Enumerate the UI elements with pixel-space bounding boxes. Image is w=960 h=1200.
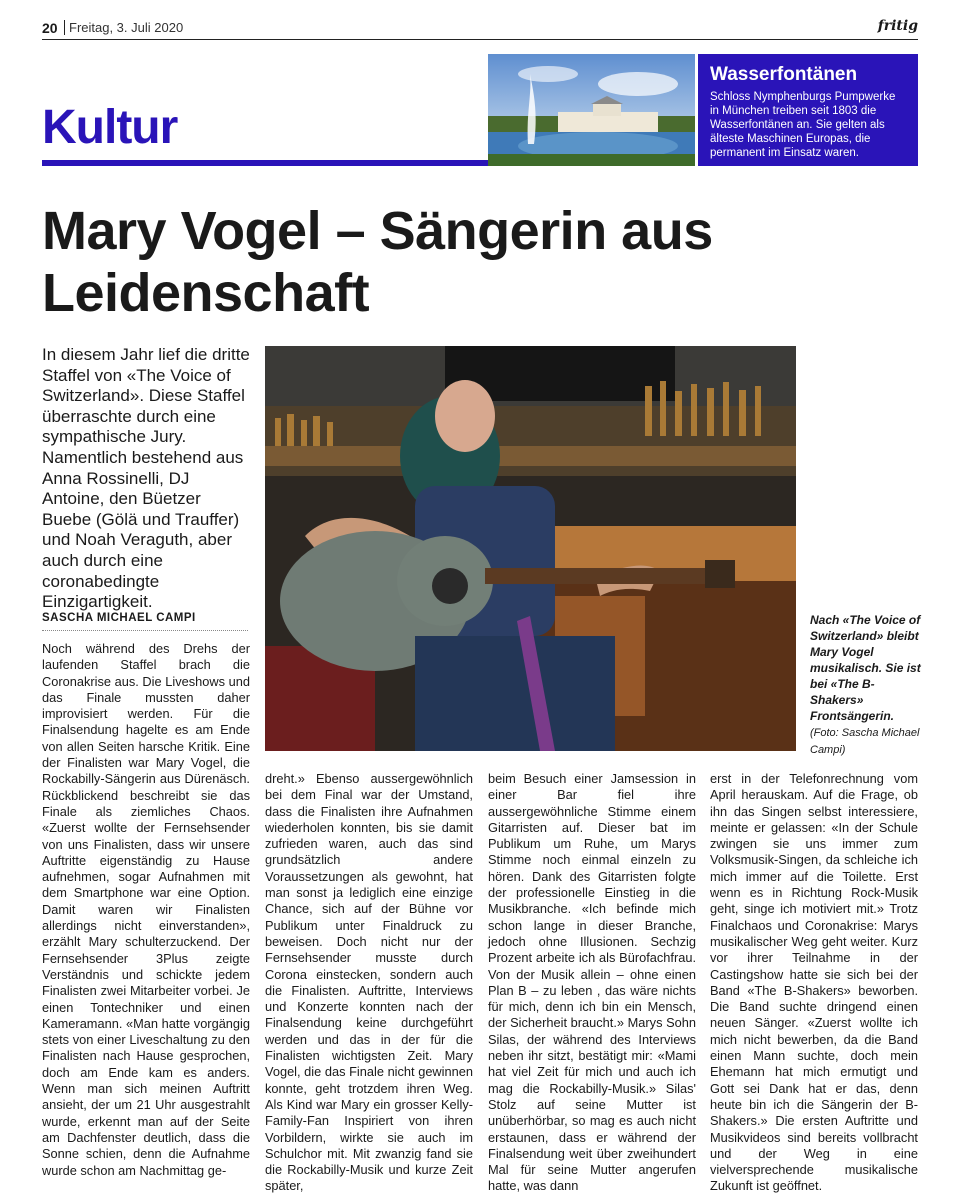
teaser-text: Schloss Nymphenburgs Pumpwerke in München treiben seit 1803 die Wasserfontänen an. Sie gelten als älteste Maschinen Europas, die permanent im Einsatz waren. xyxy=(710,91,896,159)
issue-date-text: Freitag, 3. Juli 2020 xyxy=(69,20,184,35)
page-number: 20 xyxy=(42,20,58,36)
article-lead: In diesem Jahr lief die dritte Staffel von «The Voice of Switzerland». Diese Staffel überraschte durch eine sympathische Jury. Namentlich bestehend aus Anna Rossinelli, DJ Antoine, den Büetzer Buebe (Gölä und Trauffer) und Noah Veraguth, aber auch durch eine coronabedingte Einzigartigkeit. xyxy=(42,345,250,612)
body-column-3: beim Besuch einer Jamsession in einer Bar fiel ihre aussergewöhnliche Stimme einem Gitarristen auf. Dieser bat im Publikum um Ruhe, um Marys Stimme noch einmal einzeln zu hören. Dank des Gitarristen folgte der professionelle Einstieg in die Musikbranche. «Ich befinde mich schon lange in dieser Branche, jedoch ohne Illusionen. Sechzig Prozent arbeite ich als Bürofachfrau. Von der Musik allein – ohne einen Plan B – zu leben , das wäre nichts für mich, denn ich bin ein Mensch, der Sicherheit braucht.» Marys Sohn Silas, der während des Interviews neben ihr sitzt, bestätigt mir: «Mami hat viel Zeit für mich und auch ich mag die Rockabilly-Musik.» Silas' Stolz auf seine Mutter ist unüberhörbar, so mag es auch nicht erstaunen, dass er während der Finalsendung weit über zweihundert Mal für seine Mutter angerufen hatte, was dann xyxy=(488,771,696,1194)
article-headline: Mary Vogel – Sängerin aus Leidenschaft xyxy=(42,201,713,323)
issue-date xyxy=(64,20,183,35)
section-rule xyxy=(42,160,488,166)
palace-fountain-photo xyxy=(488,54,695,166)
newspaper-logo: fritig xyxy=(877,18,918,34)
body-column-4: erst in der Telefonrechnung vom April herauskam. Auf die Frage, ob ihn das Singen selbst interessiere, meinte er gelassen: «In der Schule zwingen sie uns immer zum Volksmusik-Singen, da schleiche ich mich immer auf die Toilette. Erst wenn es in Richtung Rock-Musik geht, singe ich motiviert mit.» Trotz Finalchaos und Coronakrise: Marys musikalischer Weg geht weiter. Kurz vor ihrer Teilnahme in der Castingshow hatte sie sich bei der Band «The B-Shakers» beworben. Die Band suchte dringend einen neuen Sänger. «Zuerst wollte ich mich nicht bewerben, da die Band einen Mann suchte, doch mein Ehemann hat mich ermutigt und Gott sei Dank hat er das, denn heute bin ich die Sängerin der B-Shakers.» Die ersten Auftritte und Musikvideos sind bereits vollbracht und der Weg in eine vielversprechende musikalische Zukunft ist geöffnet. xyxy=(710,771,918,1194)
body-column-2: dreht.» Ebenso aussergewöhnlich bei dem Final war der Umstand, dass die Finalisten ihre Aufnahmen wiederholen konnten, bis sie damit zufrieden waren, auch das sind grundsätzlich andere Voraussetzungen als gewohnt, hat man sonst ja lediglich eine einzige Chance, sich auf der Bühne vor Publikum unter Finaldruck zu beweisen. Doch nicht nur der Fernsehsender musste durch Corona einstecken, sondern auch die Finalisten. Auftritte, Interviews und Konzerte konnten nach der Finalsendung keine durchgeführt werden und das in der für die Finalisten wichtigsten Zeit. Mary Vogel, die das Finale nicht gewinnen konnte, geht trotzdem ihren Weg. Als Kind war Mary ein grosser Kelly-Family-Fan Inspiriert von ihren Vorbildern, wirkte sie auch im Schulchor mit. Mit zwanzig fand sie die Rockabilly-Musik und kurze Zeit später, xyxy=(265,771,473,1194)
photo-caption xyxy=(810,612,922,758)
page-header xyxy=(42,18,918,40)
author-byline: SASCHA MICHAEL CAMPI xyxy=(42,612,248,631)
caption-text: Nach «The Voice of Switzerland» bleibt Mary Vogel musikalisch. Sie ist bei «The B-Shakers» Frontsängerin. xyxy=(810,613,921,723)
teaser-box xyxy=(698,54,918,166)
section-title: Kultur xyxy=(42,101,178,154)
teaser-title: Wasserfontänen xyxy=(710,64,858,85)
article-photo xyxy=(265,346,796,751)
body-column-1: Noch während des Drehs der laufenden Staffel brach die Coronakrise aus. Die Liveshows und das Finale mussten daher improvisiert werden. Für die Finalsendung hagelte es am Ende von allen Seiten harsche Kritik. Eine der Finalisten war Mary Vogel, die Rockabilly-Sängerin aus Dürenäsch. Rückblickend beschreibt sie das Finale als ziemliches Chaos. «Zuerst wollte der Fernsehsender von uns Finalisten, dass wir unsere Auftritte eigenständig zu Hause aufnehmen, sogar Aufnahmen mit dem Smartphone war eine Option. Damit waren wir Finalisten allerdings nicht einverstanden», erzählt Mary schulterzuckend. Der Fernsehsender 3Plus zeigte Verständnis und schickte jedem Finalisten zwei Mitarbeiter vorbei. Je einen Tontechniker und einen Kameramann. «Man hatte vorgängig stets von einer Liveschaltung zu den Finalisten nach Hause gesprochen, doch am Ende kam es anders. Wenn man sich meinen Auftritt ansieht, der um 21 Uhr ausgestrahlt wurde, erkennt man auf der Seite am Dachfenster deutlich, dass die Sonne schien, denn die Aufnahme wurde schon am Nachmittag ge- xyxy=(42,641,250,1178)
photo-credit: (Foto: Sascha Michael Campi) xyxy=(810,727,920,756)
